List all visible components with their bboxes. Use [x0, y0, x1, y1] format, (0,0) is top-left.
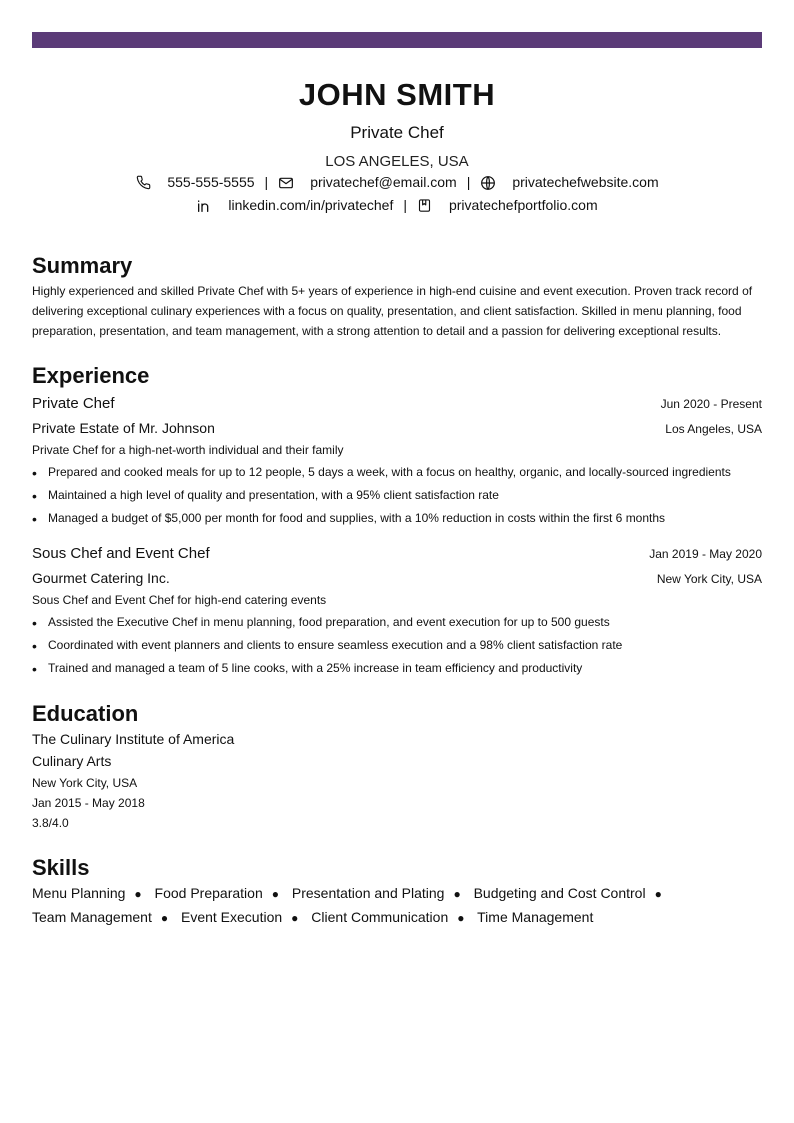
- bullet-dot: •: [32, 638, 37, 654]
- bullet-text: Trained and managed a team of 5 line cooks, with a 25% increase in team efficiency and productivity: [48, 661, 583, 675]
- gpa: 3.8/4.0: [32, 816, 69, 830]
- bullet-dot: •: [32, 615, 37, 631]
- summary-text: Highly experienced and skilled Private Chef with 5+ years of experience in high-end cuisine and event execution. Proven track record of delivering exceptional culinary experiences with a focus on quality, presentation, and client satisfaction. Skilled in menu planning, food preparation, presentation, and team management, with a strong attention to detail and a passion for delivering exceptional results.: [32, 284, 753, 338]
- website-link[interactable]: privatechefwebsite.com: [512, 174, 659, 190]
- bullet-item: [32, 483, 762, 506]
- skill-item: Time Management: [477, 909, 594, 925]
- education-section: [32, 701, 762, 833]
- separator: |: [466, 174, 471, 190]
- job-title: Sous Chef and Event Chef: [32, 545, 210, 562]
- contact-info: [32, 171, 762, 217]
- skill-item: Client Communication ●: [311, 909, 465, 925]
- bullet-dot: •: [32, 661, 37, 677]
- summary-section: [32, 253, 762, 341]
- candidate-role: Private Chef: [350, 123, 444, 142]
- bullet-item: [32, 656, 762, 679]
- bullet-text: Assisted the Executive Chef in menu planning, food preparation, and event execution for up to 500 guests: [48, 615, 610, 629]
- school-name: The Culinary Institute of America: [32, 731, 235, 747]
- job-location: Los Angeles, USA: [665, 422, 762, 436]
- resume-page: [32, 32, 762, 930]
- degree-name: Culinary Arts: [32, 753, 112, 769]
- linkedin-link[interactable]: linkedin.com/in/privatechef: [228, 197, 394, 213]
- education-dates: Jan 2015 - May 2018: [32, 796, 145, 810]
- job-location: New York City, USA: [656, 572, 762, 586]
- portfolio-link[interactable]: privatechefportfolio.com: [448, 197, 598, 213]
- skills-list: [32, 882, 672, 930]
- skill-item: Team Management ●: [32, 909, 169, 925]
- job-description: Private Chef for a high-net-worth individual and their family: [32, 443, 344, 457]
- bullet-item: [32, 633, 762, 656]
- separator: |: [264, 174, 269, 190]
- job-entry: [32, 543, 762, 679]
- skills-section: [32, 855, 762, 930]
- bullet-item: [32, 610, 762, 633]
- contact-row-1: [32, 171, 762, 194]
- section-title-skills: Skills: [32, 855, 90, 880]
- candidate-name: JOHN SMITH: [298, 77, 496, 112]
- globe-icon: [480, 175, 496, 191]
- bullet-text: Managed a budget of $5,000 per month for food and supplies, with a 10% reduction in costs within the first 6 months: [48, 511, 666, 525]
- accent-bar: [32, 32, 762, 48]
- skill-item: Menu Planning ●: [32, 885, 142, 901]
- email-link[interactable]: privatechef@email.com: [310, 174, 457, 190]
- bullet-dot: •: [32, 511, 37, 527]
- section-title-experience: Experience: [32, 363, 150, 388]
- bullet-text: Prepared and cooked meals for up to 12 people, 5 days a week, with a focus on healthy, organic, and locally-sourced ingredients: [48, 465, 731, 479]
- candidate-location: LOS ANGELES, USA: [325, 153, 469, 170]
- job-entry: [32, 393, 762, 529]
- bullet-dot: •: [32, 465, 37, 481]
- portfolio-icon: [417, 198, 433, 214]
- resume-header: [32, 77, 762, 217]
- school-location: New York City, USA: [32, 776, 138, 790]
- skill-item: Budgeting and Cost Control ●: [473, 885, 662, 901]
- linkedin-icon: [196, 198, 212, 214]
- bullet-text: Maintained a high level of quality and presentation, with a 95% client satisfaction rate: [48, 488, 499, 502]
- experience-section: [32, 363, 762, 679]
- job-bullets: [32, 460, 762, 529]
- section-title-summary: Summary: [32, 253, 133, 278]
- phone-number[interactable]: 555-555-5555: [167, 174, 255, 190]
- bullet-text: Coordinated with event planners and clients to ensure seamless execution and a 98% client satisfaction rate: [48, 638, 623, 652]
- skill-item: Presentation and Plating ●: [291, 885, 461, 901]
- company-name: Gourmet Catering Inc.: [32, 570, 170, 586]
- skill-item: Event Execution ●: [180, 909, 299, 925]
- section-title-education: Education: [32, 701, 139, 726]
- bullet-item: [32, 506, 762, 529]
- bullet-dot: •: [32, 488, 37, 504]
- phone-icon: [135, 175, 151, 191]
- company-name: Private Estate of Mr. Johnson: [32, 420, 215, 436]
- job-dates: Jun 2020 - Present: [660, 397, 762, 411]
- job-description: Sous Chef and Event Chef for high-end catering events: [32, 593, 327, 607]
- bullet-item: [32, 460, 762, 483]
- job-dates: Jan 2019 - May 2020: [649, 547, 762, 561]
- job-bullets: [32, 610, 762, 679]
- contact-row-2: [32, 194, 762, 217]
- skill-item: Food Preparation ●: [154, 885, 279, 901]
- envelope-icon: [278, 175, 294, 191]
- separator: |: [403, 197, 407, 213]
- job-title: Private Chef: [32, 395, 115, 412]
